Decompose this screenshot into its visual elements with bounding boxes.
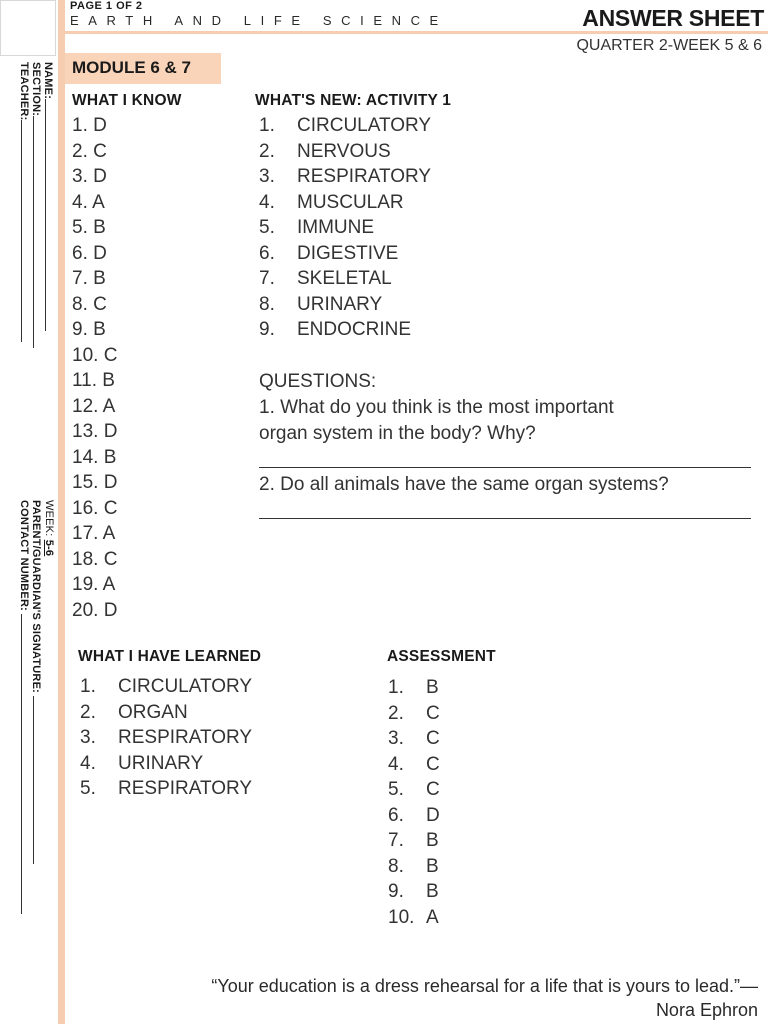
item-number: 7.	[259, 268, 275, 289]
item-text: CIRCULATORY	[297, 115, 432, 136]
what-i-know-item	[72, 139, 117, 165]
item-number: 9.	[388, 881, 404, 902]
item-number: 6.	[259, 242, 275, 264]
answer-text: 2. C	[72, 140, 107, 162]
question-1-line-2: organ system in the body? Why?	[259, 423, 536, 444]
whats-new-item	[259, 139, 431, 165]
what-i-know-item	[72, 368, 117, 394]
learned-item	[80, 674, 252, 700]
what-i-know-item	[72, 496, 117, 522]
what-i-know-item	[72, 266, 117, 292]
what-i-know-item	[72, 572, 117, 598]
questions-label: QUESTIONS:	[259, 371, 377, 392]
answer-text: 1. D	[72, 115, 107, 136]
item-number: 2.	[259, 140, 275, 162]
answer-text: 15. D	[72, 472, 118, 493]
assessment-item	[388, 828, 440, 854]
what-i-know-heading: WHAT I KNOW	[72, 92, 182, 109]
item-text: MUSCULAR	[297, 191, 404, 213]
what-i-have-learned-list	[80, 674, 252, 802]
item-text: NERVOUS	[297, 140, 391, 162]
page-number: PAGE 1 OF 2	[70, 0, 143, 12]
whats-new-list	[259, 113, 431, 343]
item-number: 5.	[80, 778, 96, 799]
learned-item	[80, 776, 252, 802]
item-number: 3.	[259, 166, 275, 187]
assessment-item	[388, 701, 440, 727]
assessment-item	[388, 905, 440, 931]
week-label: WEEK:	[43, 500, 55, 537]
what-i-have-learned-heading: WHAT I HAVE LEARNED	[78, 648, 262, 665]
answer-text: 12. A	[72, 395, 116, 417]
assessment-item	[388, 726, 440, 752]
week-value: 5-6	[43, 539, 55, 557]
section-line[interactable]	[33, 116, 43, 348]
whats-new-item	[259, 215, 431, 241]
side-accent-strip	[58, 0, 65, 1024]
contact-line[interactable]	[21, 614, 31, 914]
photo-box	[0, 0, 56, 56]
teacher-line[interactable]	[21, 120, 31, 342]
what-i-know-item	[72, 241, 117, 267]
parent-signature-label: PARENT/GUARDIAN'S SIGNATURE:	[30, 500, 42, 693]
section-label: SECTION:	[30, 62, 42, 117]
item-number: 10.	[388, 906, 415, 928]
assessment-heading: ASSESSMENT	[387, 648, 496, 665]
item-number: 6.	[388, 804, 404, 826]
what-i-know-item	[72, 521, 117, 547]
item-text: A	[426, 906, 439, 928]
teacher-label: TEACHER:	[18, 62, 30, 121]
what-i-know-item	[72, 470, 117, 496]
item-text: RESPIRATORY	[118, 727, 253, 748]
learned-item	[80, 725, 252, 751]
answer-text: 5. B	[72, 217, 106, 238]
teacher-field	[18, 62, 31, 342]
what-i-know-item	[72, 394, 117, 420]
assessment-item	[388, 777, 440, 803]
item-text: B	[426, 677, 439, 698]
item-number: 1.	[388, 677, 404, 698]
item-number: 3.	[80, 727, 96, 748]
answer-text: 13. D	[72, 421, 118, 442]
whats-new-item	[259, 266, 431, 292]
week-field	[43, 500, 55, 556]
whats-new-item	[259, 190, 431, 216]
name-label: NAME:	[42, 62, 54, 100]
what-i-know-list	[72, 113, 117, 623]
whats-new-item	[259, 317, 431, 343]
item-number: 1.	[80, 676, 96, 697]
answer-text: 10. C	[72, 344, 118, 366]
learned-item	[80, 751, 252, 777]
item-number: 5.	[259, 217, 275, 238]
name-field	[42, 62, 55, 331]
quote-text: “Your education is a dress rehearsal for a life that is yours to lead.”—	[211, 976, 758, 996]
item-number: 4.	[388, 753, 404, 775]
item-text: URINARY	[118, 752, 204, 774]
item-text: RESPIRATORY	[118, 778, 253, 799]
assessment-list	[388, 675, 440, 930]
answer-text: 16. C	[72, 497, 118, 519]
contact-label: CONTACT NUMBER:	[18, 500, 30, 611]
item-text: ENDOCRINE	[297, 319, 412, 340]
answer-text: 7. B	[72, 268, 106, 289]
item-text: C	[426, 753, 440, 775]
item-text: DIGESTIVE	[297, 242, 399, 264]
assessment-item	[388, 752, 440, 778]
what-i-know-item	[72, 317, 117, 343]
item-number: 2.	[80, 701, 96, 723]
answer-text: 9. B	[72, 319, 106, 340]
answer-text: 11. B	[72, 370, 115, 391]
item-number: 1.	[259, 115, 275, 136]
item-text: ORGAN	[118, 701, 188, 723]
item-number: 5.	[388, 779, 404, 800]
answer-text: 17. A	[72, 523, 116, 544]
assessment-item	[388, 675, 440, 701]
item-number: 8.	[388, 855, 404, 877]
answer-text: 18. C	[72, 548, 118, 570]
item-number: 4.	[80, 752, 96, 774]
whats-new-item	[259, 164, 431, 190]
question-1-answer-line[interactable]	[259, 467, 751, 468]
item-text: URINARY	[297, 293, 383, 315]
item-text: C	[426, 728, 440, 749]
name-line[interactable]	[45, 99, 55, 331]
what-i-know-item	[72, 292, 117, 318]
what-i-know-item	[72, 215, 117, 241]
answer-text: 14. B	[72, 446, 117, 468]
item-number: 7.	[388, 830, 404, 851]
item-number: 9.	[259, 319, 275, 340]
answer-text: 3. D	[72, 166, 107, 187]
what-i-know-item	[72, 419, 117, 445]
whats-new-item	[259, 292, 431, 318]
item-text: C	[426, 702, 440, 724]
item-text: B	[426, 881, 439, 902]
item-text: RESPIRATORY	[297, 166, 432, 187]
learned-item	[80, 700, 252, 726]
parent-signature-line[interactable]	[33, 696, 43, 864]
item-text: D	[426, 804, 440, 826]
quarter-label: QUARTER 2-WEEK 5 & 6	[576, 37, 762, 54]
question-2: 2. Do all animals have the same organ systems?	[259, 474, 669, 495]
what-i-know-item	[72, 343, 117, 369]
question-1-line-1: 1. What do you think is the most important	[259, 397, 614, 418]
contact-field	[18, 500, 31, 914]
answer-text: 4. A	[72, 191, 105, 213]
assessment-item	[388, 803, 440, 829]
quote	[58, 974, 758, 1022]
question-2-answer-line[interactable]	[259, 518, 751, 519]
what-i-know-item	[72, 445, 117, 471]
item-number: 3.	[388, 728, 404, 749]
answer-text: 19. A	[72, 574, 116, 595]
document-title: ANSWER SHEET	[582, 5, 764, 31]
assessment-item	[388, 879, 440, 905]
item-text: C	[426, 779, 440, 800]
whats-new-item	[259, 113, 431, 139]
what-i-know-item	[72, 190, 117, 216]
answer-text: 8. C	[72, 293, 107, 315]
whats-new-item	[259, 241, 431, 267]
subject-title: EARTH AND LIFE SCIENCE	[70, 13, 448, 28]
section-field	[30, 62, 43, 348]
quote-author: Nora Ephron	[655, 1000, 758, 1020]
parent-signature-field	[30, 500, 43, 864]
item-text: IMMUNE	[297, 217, 375, 238]
what-i-know-item	[72, 598, 117, 624]
item-number: 2.	[388, 702, 404, 724]
item-text: SKELETAL	[297, 268, 392, 289]
item-text: CIRCULATORY	[118, 676, 253, 697]
assessment-item	[388, 854, 440, 880]
item-number: 8.	[259, 293, 275, 315]
what-i-know-item	[72, 113, 117, 139]
what-i-know-item	[72, 547, 117, 573]
item-number: 4.	[259, 191, 275, 213]
item-text: B	[426, 830, 439, 851]
whats-new-heading: WHAT'S NEW: ACTIVITY 1	[255, 92, 452, 109]
answer-text: 6. D	[72, 242, 107, 264]
item-text: B	[426, 855, 439, 877]
what-i-know-item	[72, 164, 117, 190]
answer-text: 20. D	[72, 599, 118, 621]
module-label: MODULE 6 & 7	[72, 58, 192, 77]
